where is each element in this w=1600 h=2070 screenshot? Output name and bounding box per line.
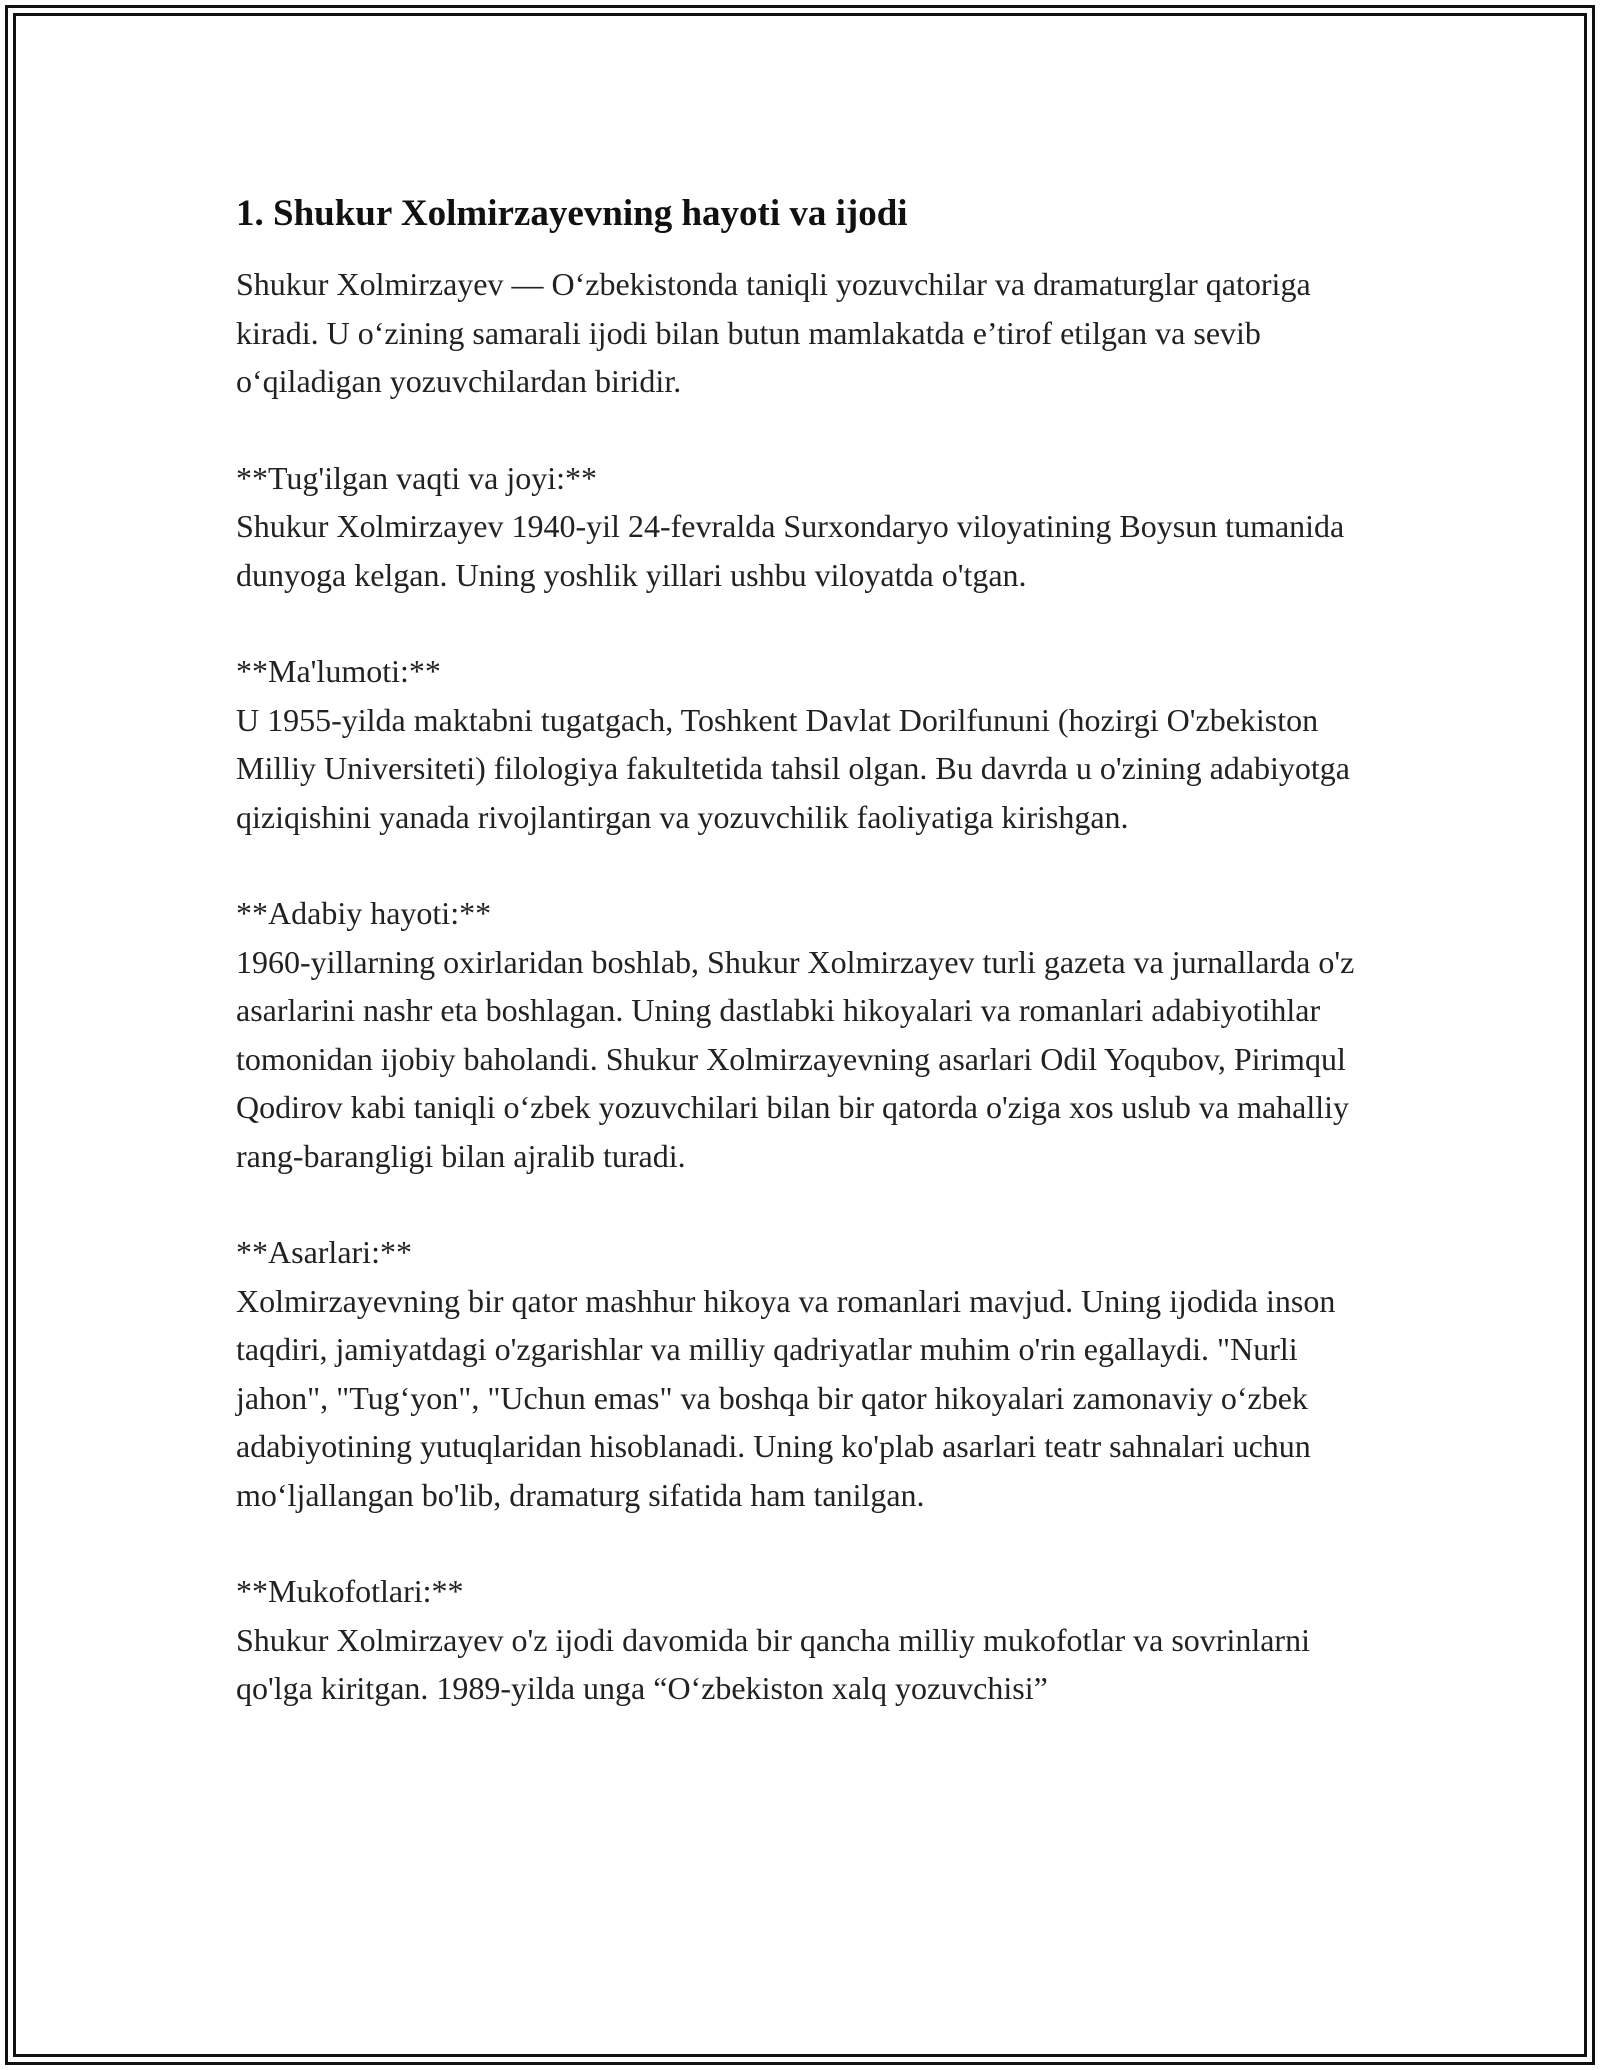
section-awards [236, 1567, 1376, 1713]
section-body: Shukur Xolmirzayev o'z ijodi davomida bir qancha milliy mukofotlar va sovrinlarni qo'lga kiritgan. 1989-yilda unga “O‘zbekiston xalq yozuvchisi” [236, 1621, 1310, 1706]
document-title: 1. Shukur Xolmirzayevning hayoti va ijodi [236, 193, 908, 234]
section-heading: **Tug'ilgan vaqti va joyi:** [236, 459, 598, 496]
section-literary-life [236, 889, 1376, 1180]
section-body: 1960-yillarning oxirlaridan boshlab, Shukur Xolmirzayev turli gazeta va jurnallarda o'z asarlarini nashr eta boshlagan. Uning dastlabki hikoyalari va romanlari adabiyotihlar tomonidan ijobiy baholandi. Shukur Xolmirzayevning asarlari Odil Yoqubov, Pirimqul Qodirov kabi taniqli o‘zbek yozuvchilari bilan bir qatorda o'ziga xos uslub va mahalliy rang-barangligi bilan ajralib turadi. [236, 943, 1355, 1174]
section-body: Shukur Xolmirzayev 1940-yil 24-fevralda Surxondaryo viloyatining Boysun tumanida dunyoga kelgan. Uning yoshlik yillari ushbu viloyatda o'tgan. [236, 508, 1345, 593]
section-heading: **Asarlari:** [236, 1234, 412, 1270]
section-education [236, 647, 1376, 841]
section-heading: **Ma'lumoti:** [236, 653, 441, 689]
section-heading: **Adabiy hayoti:** [236, 895, 492, 931]
section-works [236, 1228, 1376, 1519]
document-body [236, 186, 1376, 1713]
section-heading: **Mukofotlari:** [236, 1573, 464, 1609]
section-body: U 1955-yilda maktabni tugatgach, Toshkent Davlat Dorilfununi (hozirgi O'zbekiston Milliy Universiteti) filologiya fakultetida tahsil olgan. Bu davrda u o'zining adabiyotga qiziqishini yanada rivojlantirgan va yozuvchilik faoliyatiga kirishgan. [236, 701, 1350, 835]
section-birth [236, 454, 1376, 600]
intro-paragraph: Shukur Xolmirzayev — O‘zbekistonda taniqli yozuvchilar va dramaturglar qatoriga kiradi. U o‘zining samarali ijodi bilan butun mamlakatda e’tirof etilgan va sevib o‘qiladigan yozuvchilardan biridir. [236, 266, 1311, 399]
section-body: Xolmirzayevning bir qator mashhur hikoya va romanlari mavjud. Uning ijodida inson taqdiri, jamiyatdagi o'zgarishlar va milliy qadriyatlar muhim o'rin egallaydi. "Nurli jahon", "Tug‘yon", "Uchun emas" va boshqa bir qator hikoyalari zamonaviy o‘zbek adabiyotining yutuqlaridan hisoblanadi. Uning ko'plab asarlari teatr sahnalari uchun mo‘ljallangan bo'lib, dramaturg sifatida ham tanilgan. [236, 1282, 1336, 1513]
